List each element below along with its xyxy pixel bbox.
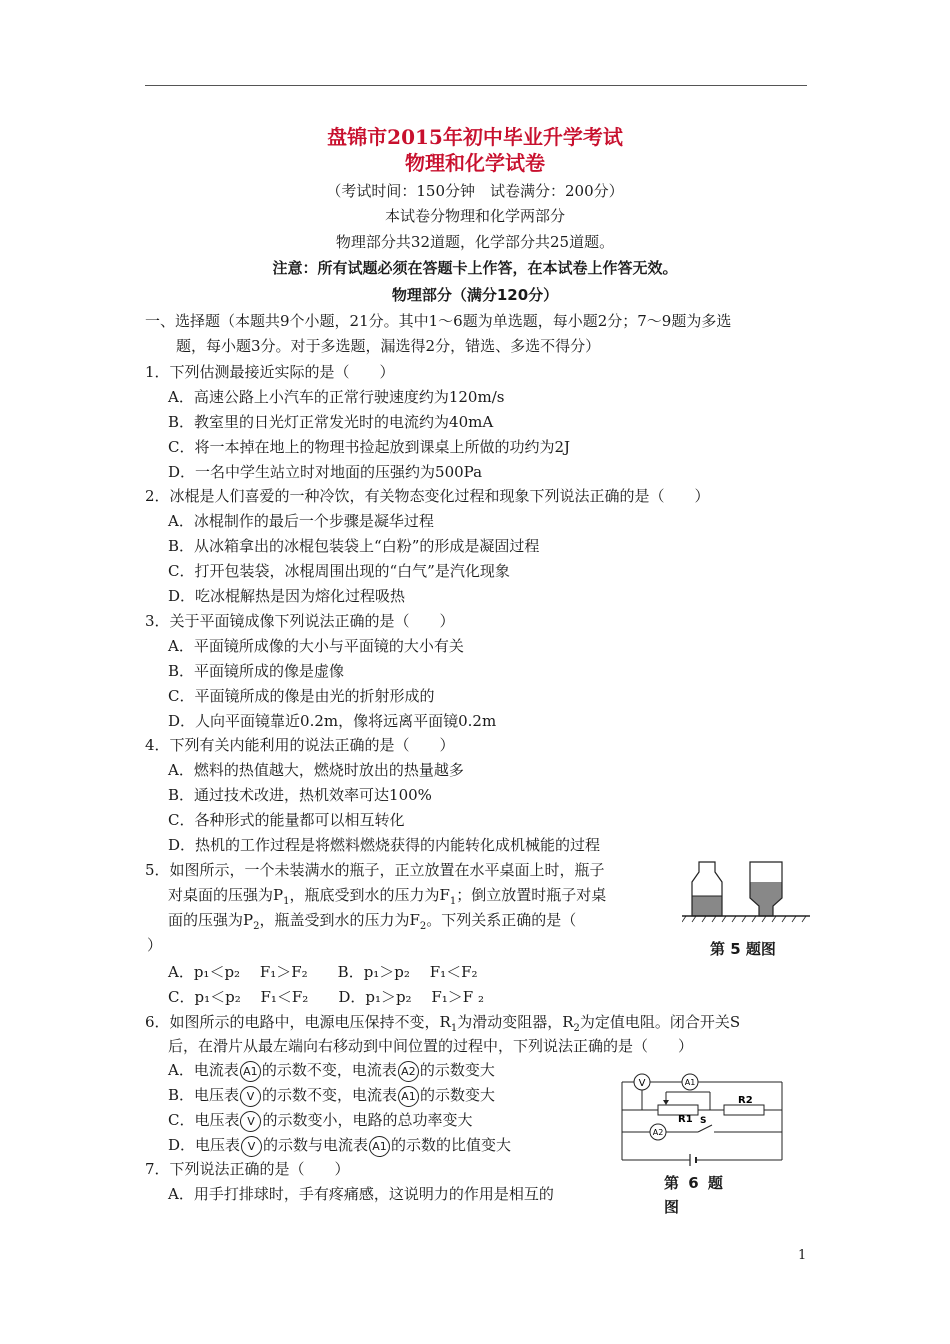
count-note: 物理部分共32道题，化学部分共25道题。 — [335, 233, 615, 251]
q5-line-4: ） — [147, 936, 163, 954]
circuit-label-r1: R1 — [678, 1114, 693, 1125]
voltmeter-icon: V — [240, 1086, 261, 1107]
ammeter-a1-icon: A1 — [240, 1061, 261, 1082]
page-number: 1 — [798, 1248, 807, 1263]
q4-option-c: C．各种形式的能量都可以相互转化 — [168, 811, 405, 829]
parts-note: 本试卷分物理和化学两部分 — [384, 207, 565, 225]
q6-option-c: C．电压表 V 的示数变小，电路的总功率变大 — [168, 1110, 473, 1132]
q5-option-cd: C．p₁＜p₂ F₁＜F₂ D．p₁＞p₂ F₁＞F ₂ — [168, 988, 484, 1006]
q1-option-c: C．将一本掉在地上的物理书捡起放到课桌上所做的功约为2J — [168, 438, 571, 456]
q7-stem: 7．下列说法正确的是（ ） — [145, 1160, 350, 1178]
q2-stem: 2．冰棍是人们喜爱的一种冷饮，有关物态变化过程和现象下列说法正确的是（ ） — [145, 487, 710, 505]
q3-option-b: B．平面镜所成的像是虚像 — [168, 662, 345, 680]
circuit-diagram — [614, 1070, 794, 1170]
header-rule — [145, 85, 807, 86]
ammeter-a2-icon: A2 — [398, 1061, 419, 1082]
q3-stem: 3．关于平面镜成像下列说法正确的是（ ） — [145, 612, 455, 630]
circuit-label-a2: A2 — [652, 1128, 664, 1137]
q4-option-a: A．燃料的热值越大，燃烧时放出的热量越多 — [168, 761, 464, 779]
q6-option-b: B．电压表 V 的示数不变，电流表 A1 的示数变大 — [168, 1085, 495, 1107]
q1-stem: 1．下列估测最接近实际的是（ ） — [145, 363, 395, 381]
intro-line-1: 一、选择题（本题共9个小题，21分。其中1～6题为单选题，每小题2分；7～9题为多选 — [145, 312, 732, 330]
q2-option-c: C．打开包装袋，冰棍周围出现的“白气”是汽化现象 — [168, 562, 510, 580]
q5-line-2: 对桌面的压强为$P_1$，瓶底受到水的压力为$F_1$；倒立放置时瓶子对桌 — [168, 886, 607, 907]
q6-figure-caption-1: 第 6 题 — [664, 1174, 723, 1192]
circuit-label-r2: R2 — [738, 1095, 753, 1106]
circuit-label-v: V — [638, 1078, 646, 1089]
ammeter-a1-icon: A1 — [398, 1086, 419, 1107]
q6-option-a: A．电流表 A1 的示数不变，电流表 A2 的示数变大 — [168, 1060, 495, 1082]
q1-option-b: B．教室里的日光灯正常发光时的电流约为40mA — [168, 413, 494, 431]
q5-line-1: 5．如图所示，一个未装满水的瓶子，正立放置在水平桌面上时，瓶子 — [145, 861, 605, 879]
q6-line-2: 后，在滑片从最左端向右移动到中间位置的过程中，下列说法正确的是（ ） — [168, 1037, 694, 1055]
q1-option-a: A．高速公路上小汽车的正常行驶速度约为120m/s — [168, 388, 505, 406]
intro-line-2: 题，每小题3分。对于多选题，漏选得2分，错选、多选不得分） — [176, 337, 601, 355]
q6-figure-caption-2: 图 — [664, 1198, 680, 1216]
q2-option-b: B．从冰箱拿出的冰棍包装袋上“白粉”的形成是凝固过程 — [168, 537, 540, 555]
exam-info: （考试时间：150分钟 试卷满分：200分） — [326, 182, 624, 200]
q3-option-d: D．人向平面镜靠近0.2m，像将远离平面镜0.2m — [168, 712, 497, 730]
exam-title: 盘锦市2015年初中毕业升学考试 — [327, 125, 623, 149]
q5-line-3: 面的压强为$P_2$，瓶盖受到水的压力为$F_2$。下列关系正确的是（ — [168, 911, 577, 932]
voltmeter-icon: V — [240, 1111, 261, 1132]
section-heading: 物理部分（满分120分） — [391, 286, 559, 304]
exam-subtitle: 物理和化学试卷 — [405, 151, 545, 175]
q1-option-d: D．一名中学生站立时对地面的压强约为500Pa — [168, 463, 483, 481]
ammeter-a1-icon: A1 — [369, 1136, 390, 1157]
q7-option-a: A．用手打排球时，手有疼痛感，这说明力的作用是相互的 — [168, 1185, 554, 1203]
q4-stem: 4．下列有关内能利用的说法正确的是（ ） — [145, 736, 455, 754]
circuit-label-s: S — [700, 1116, 707, 1126]
bottle-figure — [682, 858, 810, 926]
q4-option-b: B．通过技术改进，热机效率可达100% — [168, 786, 432, 804]
q3-option-c: C．平面镜所成的像是由光的折射形成的 — [168, 687, 435, 705]
q3-option-a: A．平面镜所成像的大小与平面镜的大小有关 — [168, 637, 464, 655]
q2-option-a: A．冰棍制作的最后一个步骤是凝华过程 — [168, 512, 434, 530]
q5-figure-caption: 第 5 题图 — [710, 940, 776, 958]
notice: 注意：所有试题必须在答题卡上作答，在本试卷上作答无效。 — [272, 259, 678, 277]
voltmeter-icon: V — [241, 1136, 262, 1157]
q2-option-d: D．吃冰棍解热是因为熔化过程吸热 — [168, 587, 406, 605]
circuit-label-a1: A1 — [684, 1078, 696, 1087]
q5-option-ab: A．p₁＜p₂ F₁＞F₂ B．p₁＞p₂ F₁＜F₂ — [168, 963, 478, 981]
q4-option-d: D．热机的工作过程是将燃料燃烧获得的内能转化成机械能的过程 — [168, 836, 601, 854]
q6-option-d: D．电压表 V 的示数与电流表 A1 的示数的比值变大 — [168, 1135, 511, 1157]
q6-line-1: 6．如图所示的电路中，电源电压保持不变，$R_1$为滑动变阻器，$R_2$为定值电阻。闭合开关S — [145, 1013, 741, 1034]
